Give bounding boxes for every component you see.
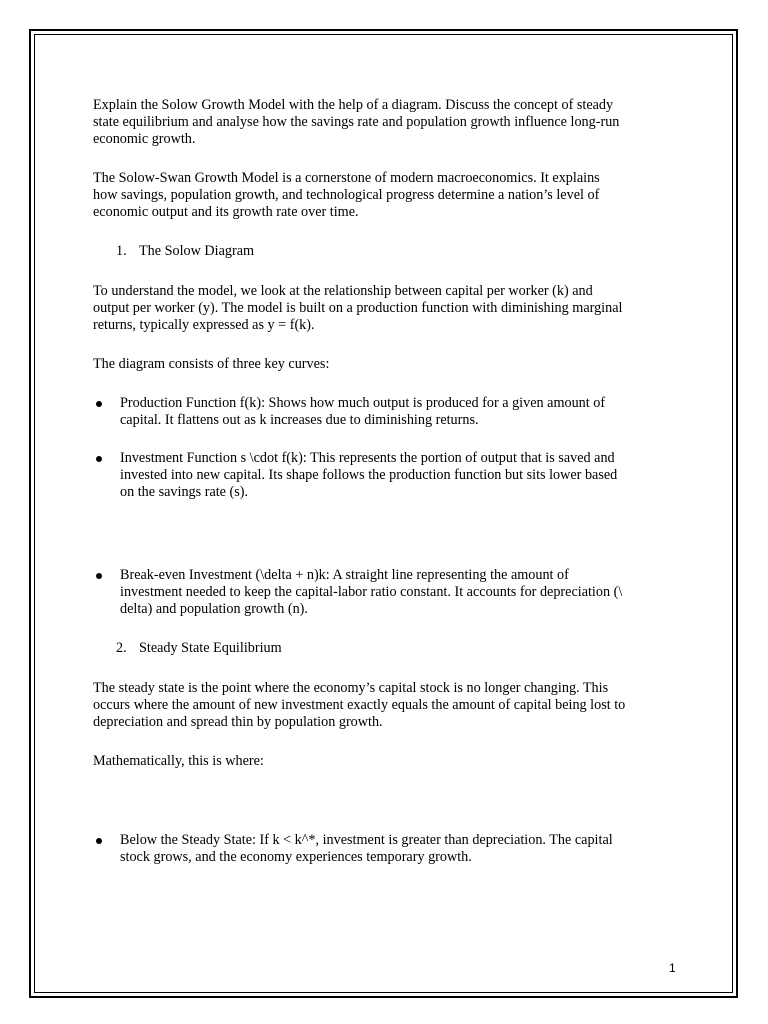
bullet-dot	[96, 573, 102, 579]
bullet2-line-1: Investment Function s \cdot f(k): This represents the portion of output that is saved and	[120, 450, 615, 466]
below-steady-line-2: stock grows, and the economy experiences temporary growth.	[120, 849, 472, 865]
section2-number: 2.	[116, 640, 127, 656]
section2-para-line-1: The steady state is the point where the economy’s capital stock is no longer changing. This	[93, 680, 609, 696]
bullet3-line-1: Break-even Investment (\delta + n)k: A straight line representing the amount of	[120, 567, 569, 583]
section1-title: The Solow Diagram	[139, 243, 255, 259]
section1-para-line-2: output per worker (y). The model is built on a production function with diminishing marginal	[93, 300, 623, 316]
bullet2-line-3: on the savings rate (s).	[120, 484, 249, 500]
section1-para-line-1: To understand the model, we look at the relationship between capital per worker (k) and	[93, 283, 593, 299]
question-line-1: Explain the Solow Growth Model with the help of a diagram. Discuss the concept of steady	[93, 97, 614, 113]
section1-number: 1.	[116, 243, 127, 259]
bullet1-line-1: Production Function f(k): Shows how much output is produced for a given amount of	[120, 395, 606, 411]
curves-intro: The diagram consists of three key curves:	[93, 356, 330, 372]
bullet-dot	[96, 401, 102, 407]
intro-line-1: The Solow-Swan Growth Model is a cornerstone of modern macroeconomics. It explains	[93, 170, 600, 186]
intro-line-2: how savings, population growth, and technological progress determine a nation’s level of	[93, 187, 600, 203]
page-number: 1	[669, 961, 676, 975]
bullet1-line-2: capital. It flattens out as k increases due to diminishing returns.	[120, 412, 479, 428]
bullet-dot	[96, 838, 102, 844]
question-line-3: economic growth.	[93, 131, 196, 147]
section2-title: Steady State Equilibrium	[139, 640, 282, 656]
bullet-dot	[96, 456, 102, 462]
bullet3-line-2: investment needed to keep the capital-labor ratio constant. It accounts for depreciation (\	[120, 584, 623, 600]
section1-para-line-3: returns, typically expressed as y = f(k).	[93, 317, 315, 333]
intro-line-3: economic output and its growth rate over time.	[93, 204, 359, 220]
section2-para-line-3: depreciation and spread thin by population growth.	[93, 714, 383, 730]
below-steady-line-1: Below the Steady State: If k < k^*, investment is greater than depreciation. The capital	[120, 832, 613, 848]
bullet3-line-3: delta) and population growth (n).	[120, 601, 308, 617]
question-line-2: state equilibrium and analyse how the savings rate and population growth influence long-run	[93, 114, 620, 130]
math-intro: Mathematically, this is where:	[93, 753, 264, 769]
section2-para-line-2: occurs where the amount of new investment exactly equals the amount of capital being lost to	[93, 697, 626, 713]
bullet2-line-2: invested into new capital. Its shape follows the production function but sits lower based	[120, 467, 618, 483]
